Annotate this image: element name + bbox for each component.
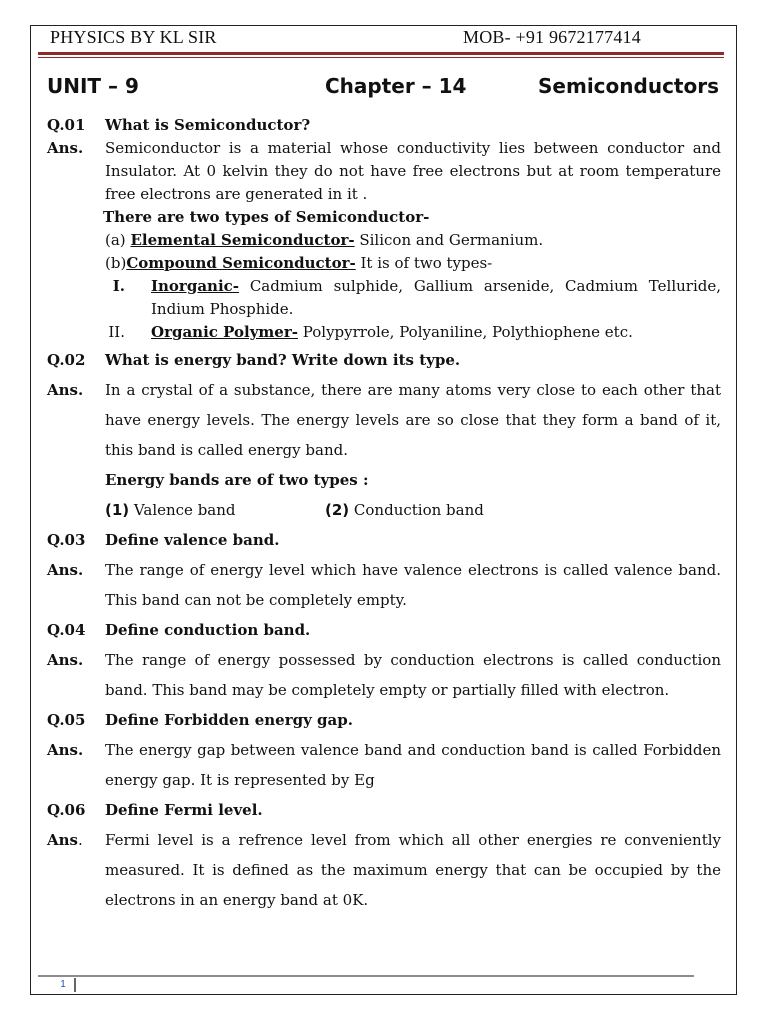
subtype-i-text [151, 275, 721, 321]
answer-4 [47, 645, 721, 705]
type-b-text [105, 252, 721, 275]
question-label: Q.01 [47, 116, 86, 134]
answer-label [47, 825, 105, 915]
question-1 [47, 114, 721, 137]
topic-title: Semiconductors [538, 74, 719, 98]
type-a [47, 229, 721, 252]
type-a-term: Elemental Semiconductor- [130, 231, 355, 249]
answer-3 [47, 555, 721, 615]
subtype-ii-number: II. [108, 323, 125, 341]
question-2 [47, 345, 721, 375]
band-type-1-number: (1) [105, 501, 130, 519]
question-6 [47, 795, 721, 825]
subtype-i-number: I. [112, 277, 125, 295]
question-label: Q.06 [47, 801, 86, 819]
question-3 [47, 525, 721, 555]
question-text: What is Semiconductor? [105, 116, 311, 134]
type-b-term: Compound Semiconductor- [126, 254, 356, 272]
header-rule-thick [38, 52, 724, 55]
answer-text: The range of energy possessed by conduction electrons is called conduction band. This band may be completely empty or partially filled with electron. [105, 651, 721, 699]
question-text: Define Fermi level. [105, 801, 263, 819]
band-types-list [105, 495, 721, 525]
answer-2 [47, 375, 721, 465]
footer-rule [38, 975, 694, 977]
band-type-2-number: (2) [325, 501, 350, 519]
question-5 [47, 705, 721, 735]
answer-5 [47, 735, 721, 795]
answer-label: Ans. [47, 139, 84, 157]
subtype-ii-term: Organic Polymer- [151, 323, 298, 341]
answer-label: Ans. [47, 741, 84, 759]
question-text: Define conduction band. [105, 621, 311, 639]
subtype-i-term: Inorganic- [151, 277, 240, 295]
answer-text: Semiconductor is a material whose conductivity lies between conductor and Insulator. At 0 kelvin they do not have free electrons but at room temperature free electrons are generated in it . [105, 139, 721, 203]
question-4 [47, 615, 721, 645]
question-label: Q.02 [47, 351, 86, 369]
band-type-1 [105, 495, 325, 525]
band-type-1-text: Valence band [129, 501, 236, 519]
question-label: Q.04 [47, 621, 86, 639]
answer-1 [47, 137, 721, 206]
header-mobile: MOB- +91 9672177414 [463, 27, 641, 47]
title-row [47, 74, 719, 104]
answer-text: The energy gap between valence band and conduction band is called Forbidden energy gap. It is represented by Eg [105, 741, 721, 789]
answer-label: Ans. [47, 651, 84, 669]
answer-6 [47, 825, 721, 915]
type-b [47, 252, 721, 275]
type-b-prefix: (b) [105, 254, 127, 272]
type-a-desc: Silicon and Germanium. [354, 231, 544, 249]
band-type-2 [325, 501, 484, 519]
question-label: Q.05 [47, 711, 86, 729]
question-text: What is energy band? Write down its type. [105, 351, 461, 369]
subtype-ii-text [151, 321, 721, 344]
type-a-prefix: (a) [105, 231, 126, 249]
energy-band-types-heading [47, 465, 721, 495]
question-text: Define valence band. [105, 531, 280, 549]
answer-label: Ans. [47, 561, 84, 579]
question-text: Define Forbidden energy gap. [105, 711, 353, 729]
answer-label-text: Ans [47, 831, 78, 849]
answer-text: In a crystal of a substance, there are many atoms very close to each other that have energy levels. The energy levels are so close that they form a band of it, this band is called energy band. [105, 381, 721, 459]
types-heading-text: There are two types of Semiconductor- [103, 208, 430, 226]
answer-text: The range of energy level which have valence electrons is called valence band. This band can not be completely empty. [105, 561, 721, 609]
question-label: Q.03 [47, 531, 86, 549]
type-a-text [105, 229, 721, 252]
answer-label-dot: . [78, 831, 83, 849]
subtype-inorganic [47, 275, 721, 321]
semiconductor-types-heading [47, 206, 721, 229]
subtype-organic [47, 321, 721, 344]
page-number: 1 [52, 978, 76, 992]
band-type-2-text: Conduction band [349, 501, 484, 519]
answer-label: Ans. [47, 381, 84, 399]
subtype-ii-desc: Polypyrrole, Polyaniline, Polythiophene etc. [297, 323, 633, 341]
type-b-desc: It is of two types- [355, 254, 493, 272]
energy-band-types [47, 495, 721, 525]
band-types-heading-text: Energy bands are of two types : [105, 471, 369, 489]
page-content [47, 114, 721, 915]
chapter-title: Chapter – 14 [325, 74, 467, 98]
unit-title: UNIT – 9 [47, 74, 139, 98]
header-author: PHYSICS BY KL SIR [50, 27, 217, 47]
answer-text: Fermi level is a refrence level from which all other energies re conveniently measured. It is defined as the maximum energy that can be occupied by the electrons in an energy band at 0K. [105, 831, 721, 909]
subtype-i-desc: Cadmium sulphide, Gallium arsenide, Cadmium Telluride, Indium Phosphide. [151, 277, 721, 318]
header-rule-thin [38, 57, 724, 58]
